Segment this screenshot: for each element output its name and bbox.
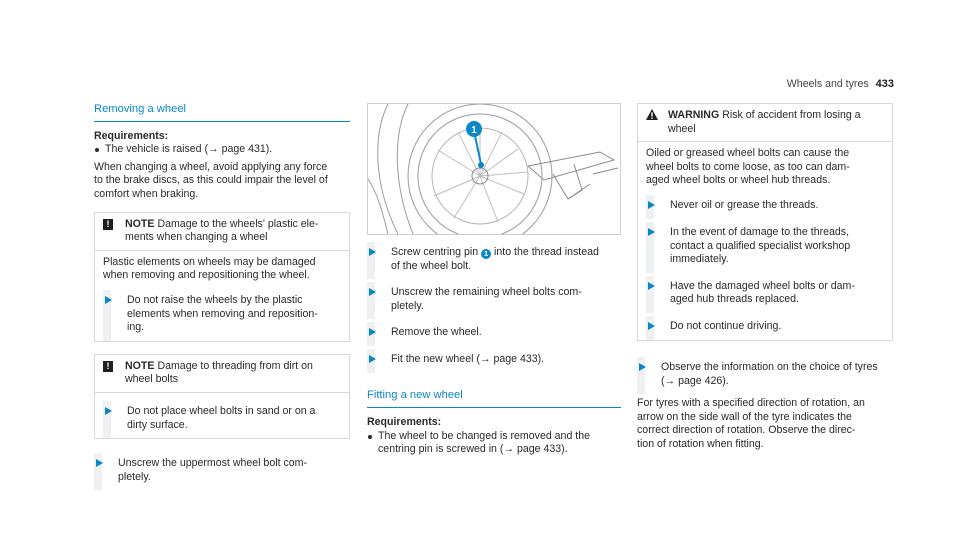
note-body: Plastic elements on wheels may be damaged when removing and repositioning the wheel. Do not raise the wheels by the plastic elements when removing and reposition- ing. <box>95 251 349 341</box>
column-2 <box>367 246 621 457</box>
reference-arrow-icon: → <box>503 443 515 456</box>
note-box-plastic <box>94 212 350 342</box>
column-3 <box>637 103 893 452</box>
page-header <box>787 78 894 92</box>
instruction-step: Observe the information on the choice of tyres (→ page 426). <box>637 361 893 388</box>
section-heading-fitting: Fitting a new wheel <box>367 389 621 408</box>
arrow-right-icon <box>648 201 655 209</box>
arrow-right-icon <box>648 322 655 330</box>
note-box-threading <box>94 354 350 439</box>
warning-header: WARNING Risk of accident from losing a wheel <box>638 104 892 142</box>
warning-body: Oiled or greased wheel bolts can cause the wheel bolts to come loose, as too can dam- aged wheel bolts or wheel hub threads. Never oil or grease the threads. In the event of damage to the threads, contact a qualified specialist workshop immediately. Have the damaged wheel bolts or dam- aged hub threads replaced. Do not continue driving. <box>638 142 892 340</box>
instruction-step: Remove the wheel. <box>367 326 621 340</box>
instruction-paragraph: When changing a wheel, avoid applying any force to the brake discs, as this could impair the level of comfort when braking. <box>94 160 328 200</box>
requirements-title: Requirements: <box>367 415 442 428</box>
instruction-step: Unscrew the remaining wheel bolts com- pletely. <box>367 286 621 313</box>
exclamation-icon: ! <box>103 219 113 230</box>
note-header: ! NOTE Damage to the wheels' plastic ele- ments when changing a wheel <box>95 213 349 251</box>
warning-step: Do not continue driving. <box>646 320 884 334</box>
arrow-right-icon <box>369 328 376 336</box>
requirement-item: The wheel to be changed is removed and the centring pin is screwed in (→ page 433). <box>367 430 621 457</box>
header-section: Wheels and tyres <box>786 78 869 90</box>
instruction-step: Screw centring pin 1 into the thread instead of the wheel bolt. <box>367 246 621 273</box>
bullet-icon <box>368 435 372 439</box>
note-body <box>95 393 349 438</box>
instruction-step: Fit the new wheel (→ page 433). <box>367 353 621 367</box>
arrow-right-icon <box>105 407 112 415</box>
callout-circle-icon: 1 <box>481 249 491 259</box>
note-label: NOTE <box>125 217 155 230</box>
warning-label: WARNING <box>668 109 720 121</box>
rotation-paragraph: For tyres with a specified direction of rotation, an arrow on the side wall of the tyre indicates the correct direction of rotation. Observe the direc- tion of rotation when fitting. <box>637 397 865 450</box>
wheel-illustration <box>367 103 621 235</box>
reference-arrow-icon: → <box>479 353 491 366</box>
wheel-drawing-icon <box>368 104 620 234</box>
warning-box <box>637 103 893 341</box>
arrow-right-icon <box>369 355 376 363</box>
callout-label: 1 <box>471 125 477 136</box>
page-number: 433 <box>875 78 894 90</box>
warning-step: In the event of damage to the threads, contact a qualified specialist workshop immediately. <box>646 226 884 267</box>
arrow-right-icon <box>648 282 655 290</box>
requirement-item: The vehicle is raised (→ page 431). <box>94 143 350 157</box>
arrow-right-icon <box>105 296 112 304</box>
arrow-right-icon <box>96 459 103 467</box>
reference-arrow-icon: → <box>208 143 219 156</box>
note-step: Do not raise the wheels by the plastic elements when removing and reposition- ing. <box>103 294 341 335</box>
requirements-title: Requirements: <box>94 129 169 142</box>
arrow-right-icon <box>369 288 376 296</box>
reference-arrow-icon: → <box>664 374 676 387</box>
warning-triangle-icon <box>646 109 658 120</box>
arrow-right-icon <box>639 363 646 371</box>
instruction-step: Unscrew the uppermost wheel bolt com- pletely. <box>94 457 350 484</box>
warning-step: Have the damaged wheel bolts or dam- aged hub threads replaced. <box>646 280 884 307</box>
section-heading-removing: Removing a wheel <box>94 103 350 122</box>
bullet-icon <box>95 148 99 152</box>
arrow-right-icon <box>369 248 376 256</box>
column-1 <box>94 103 350 484</box>
note-header: ! NOTE Damage to threading from dirt on wheel bolts <box>95 355 349 393</box>
exclamation-icon: ! <box>103 361 113 372</box>
note-step: Do not place wheel bolts in sand or on a dirty surface. <box>103 405 341 432</box>
warning-step: Never oil or grease the threads. <box>646 199 884 213</box>
note-label: NOTE <box>125 359 155 372</box>
arrow-right-icon <box>648 228 655 236</box>
